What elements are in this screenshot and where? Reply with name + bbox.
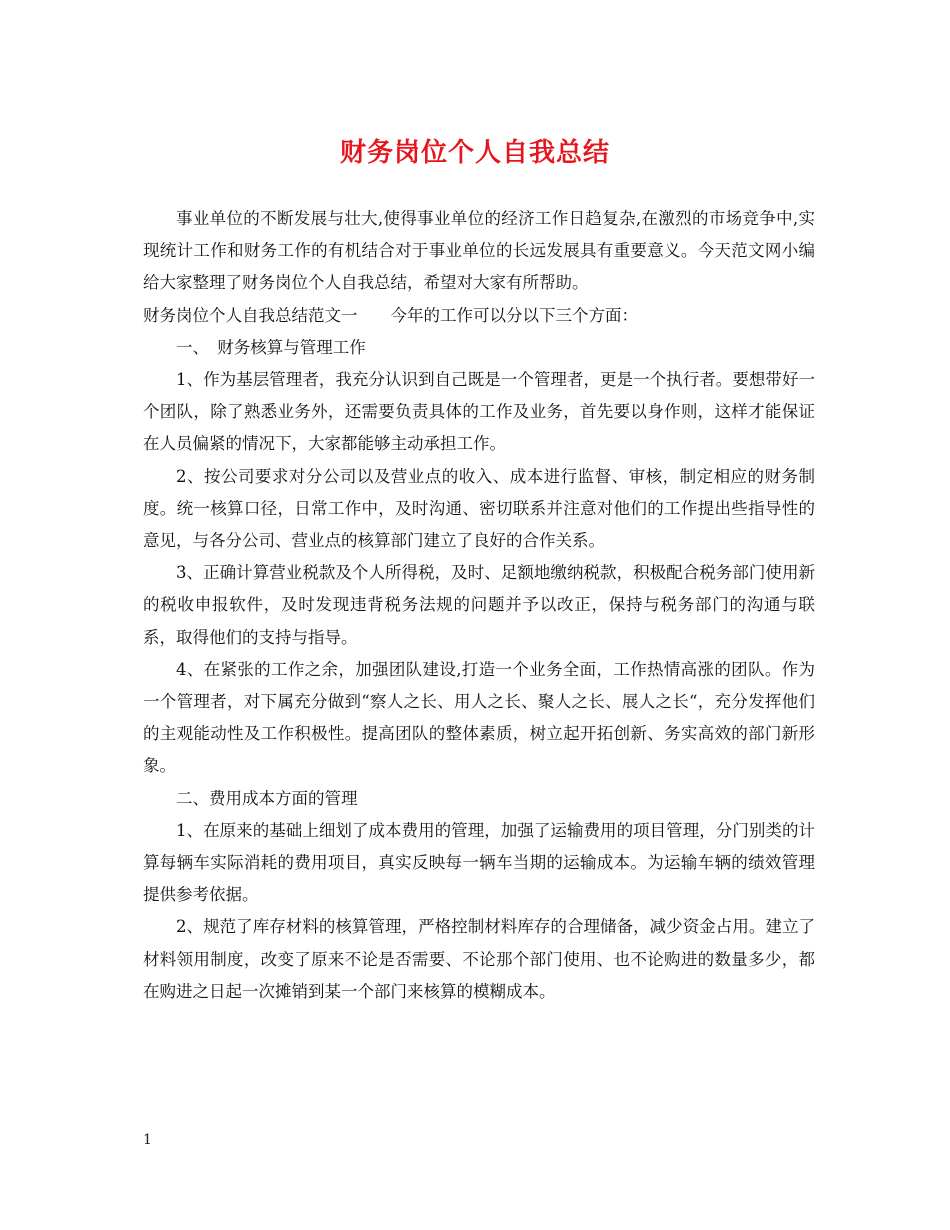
section-heading-2: 二、费用成本方面的管理 <box>176 788 358 808</box>
paragraph: 1、在原来的基础上细划了成本费用的管理，加强了运输费用的项目管理，分门别类的计算每辆车实际消耗的费用项目，真实反映每一辆车当期的运输成本。为运输车辆的绩效管理提供参考依据。 <box>143 820 815 905</box>
paragraph: 1、作为基层管理者，我充分认识到自己既是一个管理者，更是一个执行者。要想带好一个团队，除了熟悉业务外，还需要负责具体的工作及业务，首先要以身作则，这样才能保证在人员偏紧的情况下，大家都能够主动承担工作。 <box>143 370 815 454</box>
intro-paragraph: 事业单位的不断发展与壮大,使得事业单位的经济工作日趋复杂,在激烈的市场竞争中,实现统计工作和财务工作的有机结合对于事业单位的长远发展具有重要意义。今天范文网小编给大家整理了财务岗位个人自我总结，希望对大家有所帮助。 <box>143 209 815 293</box>
section-heading-1: 一、 财务核算与管理工作 <box>176 337 366 357</box>
paragraph: 2、按公司要求对分公司以及营业点的收入、成本进行监督、审核，制定相应的财务制度。统一核算口径，日常工作中，及时沟通、密切联系并注意对他们的工作提出些指导性的意见，与各分公司、营业点的核算部门建立了良好的合作关系。 <box>143 466 815 551</box>
paragraph: 2、规范了库存材料的核算管理，严格控制材料库存的合理储备，减少资金占用。建立了材料领用制度，改变了原来不论是否需要、不论那个部门使用、也不论购进的数量多少，都在购进之日起一次摊销到某一个部门来核算的模糊成本。 <box>143 917 815 1001</box>
paragraph: 3、正确计算营业税款及个人所得税，及时、足额地缴纳税款，积极配合税务部门使用新的税收申报软件，及时发现违背税务法规的问题并予以改正，保持与税务部门的沟通与联系，取得他们的支持与指导。 <box>143 563 815 647</box>
document-title: 财务岗位个人自我总结 <box>339 138 610 168</box>
sample-heading: 财务岗位个人自我总结范文一 今年的工作可以分以下三个方面： <box>143 305 638 325</box>
paragraph: 4、在紧张的工作之余，加强团队建设,打造一个业务全面，工作热情高涨的团队。作为一个管理者，对下属充分做到“察人之长、用人之长、聚人之长、展人之长“，充分发挥他们的主观能动性及工作积极性。提高团队的整体素质，树立起开拓创新、务实高效的部门新形象。 <box>143 659 815 776</box>
page-number: 1 <box>143 1132 152 1148</box>
document-body <box>143 203 815 1008</box>
